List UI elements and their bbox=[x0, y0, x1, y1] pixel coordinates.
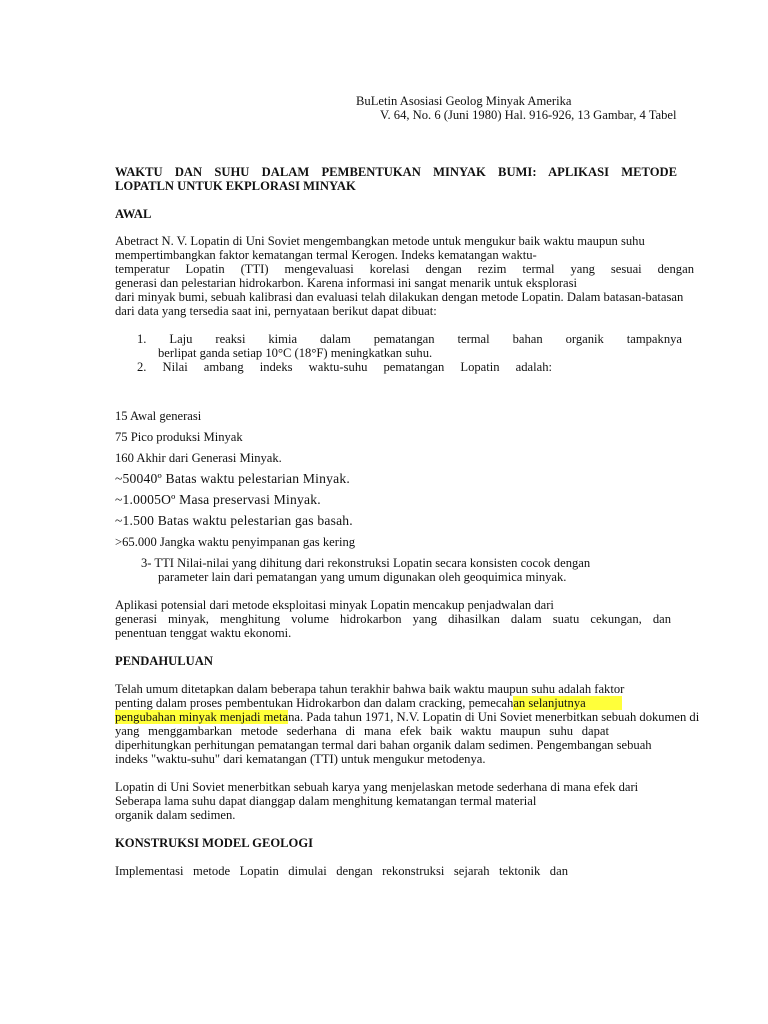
intro-para2-line: organik dalam sedimen. bbox=[115, 808, 236, 822]
intro-para2-line: Seberapa lama suhu dapat dianggap dalam menghitung kematangan termal material bbox=[115, 794, 537, 808]
threshold-item: 15 Awal generasi bbox=[115, 409, 202, 423]
list-item-1: 1. Laju reaksi kimia dalam pematangan termal bahan organik tampaknya bbox=[137, 332, 682, 346]
abstract-heading: AWAL bbox=[115, 207, 152, 221]
journal-citation: V. 64, No. 6 (Juni 1980) Hal. 916-926, 13 Gambar, 4 Tabel bbox=[380, 108, 677, 122]
intro-line bbox=[115, 710, 699, 724]
application-line: generasi minyak, menghitung volume hidrokarbon yang dihasilkan dalam suatu cekungan, dan bbox=[115, 612, 671, 626]
intro-line bbox=[115, 696, 622, 710]
threshold-item: ~1.500 Batas waktu pelestarian gas basah. bbox=[115, 513, 353, 528]
highlighted-text: pengubahan minyak menjadi meta bbox=[115, 710, 289, 724]
title-line-2: LOPATLN UNTUK EKPLORASI MINYAK bbox=[115, 179, 356, 193]
intro-text: penting dalam proses pembentukan Hidrokarbon dan dalam cracking, pemecah bbox=[115, 696, 514, 710]
abstract-line: dari minyak bumi, sebuah kalibrasi dan evaluasi telah dilakukan dengan metode Lopatin. Dalam batasan-batasan bbox=[115, 290, 684, 304]
application-line: Aplikasi potensial dari metode eksploitasi minyak Lopatin mencakup penjadwalan dari bbox=[115, 598, 554, 612]
abstract-line: dari data yang tersedia saat ini, pernyataan berikut dapat dibuat: bbox=[115, 304, 437, 318]
threshold-item: ~1.0005Oº Masa preservasi Minyak. bbox=[115, 492, 321, 507]
title-line-1: WAKTU DAN SUHU DALAM PEMBENTUKAN MINYAK BUMI: APLIKASI METODE bbox=[115, 165, 677, 179]
abstract-line: mempertimbangkan faktor kematangan termal Kerogen. Indeks kematangan waktu- bbox=[115, 248, 537, 262]
abstract-line: temperatur Lopatin (TTI) mengevaluasi korelasi dengan rezim termal yang sesuai dengan bbox=[115, 262, 694, 276]
intro-line: diperhitungkan perhitungan pematangan termal dari bahan organik dalam sedimen. Pengembangan sebuah bbox=[115, 738, 652, 752]
intro-text: na. Pada tahun 1971, N.V. Lopatin di Uni Soviet menerbitkan sebuah dokumen di bbox=[288, 710, 700, 724]
list-item-1-cont: berlipat ganda setiap 10°C (18°F) meningkatkan suhu. bbox=[158, 346, 433, 360]
list-item-2: 2. Nilai ambang indeks waktu-suhu pematangan Lopatin adalah: bbox=[137, 360, 552, 374]
geo-line: Implementasi metode Lopatin dimulai dengan rekonstruksi sejarah tektonik dan bbox=[115, 864, 568, 878]
geo-heading: KONSTRUKSI MODEL GEOLOGI bbox=[115, 836, 314, 850]
threshold-item: 160 Akhir dari Generasi Minyak. bbox=[115, 451, 282, 465]
list-item-3-cont: parameter lain dari pematangan yang umum digunakan oleh geoquimica minyak. bbox=[158, 570, 567, 584]
intro-heading: PENDAHULUAN bbox=[115, 654, 213, 668]
journal-name: BuLetin Asosiasi Geolog Minyak Amerika bbox=[356, 94, 572, 108]
threshold-item: 75 Pico produksi Minyak bbox=[115, 430, 243, 444]
threshold-item: ~50040º Batas waktu pelestarian Minyak. bbox=[115, 471, 350, 486]
abstract-line: Abetract N. V. Lopatin di Uni Soviet mengembangkan metode untuk mengukur baik waktu maupun suhu bbox=[115, 234, 645, 248]
intro-line: yang menggambarkan metode sederhana di mana efek baik waktu maupun suhu dapat bbox=[115, 724, 609, 738]
threshold-item: >65.000 Jangka waktu penyimpanan gas kering bbox=[115, 535, 356, 549]
highlighted-text: an selanjutnya bbox=[513, 696, 621, 710]
list-item-3: 3- TTI Nilai-nilai yang dihitung dari rekonstruksi Lopatin secara konsisten cocok dengan bbox=[141, 556, 591, 570]
intro-line: indeks "waktu-suhu" dari kematangan (TTI) untuk mengukur metodenya. bbox=[115, 752, 486, 766]
abstract-line: generasi dan pelestarian hidrokarbon. Karena informasi ini sangat menarik untuk eksplorasi bbox=[115, 276, 577, 290]
intro-para2-line: Lopatin di Uni Soviet menerbitkan sebuah karya yang menjelaskan metode sederhana di mana efek dari bbox=[115, 780, 639, 794]
intro-line: Telah umum ditetapkan dalam beberapa tahun terakhir bahwa baik waktu maupun suhu adalah faktor bbox=[115, 682, 625, 696]
application-line: penentuan tenggat waktu ekonomi. bbox=[115, 626, 292, 640]
